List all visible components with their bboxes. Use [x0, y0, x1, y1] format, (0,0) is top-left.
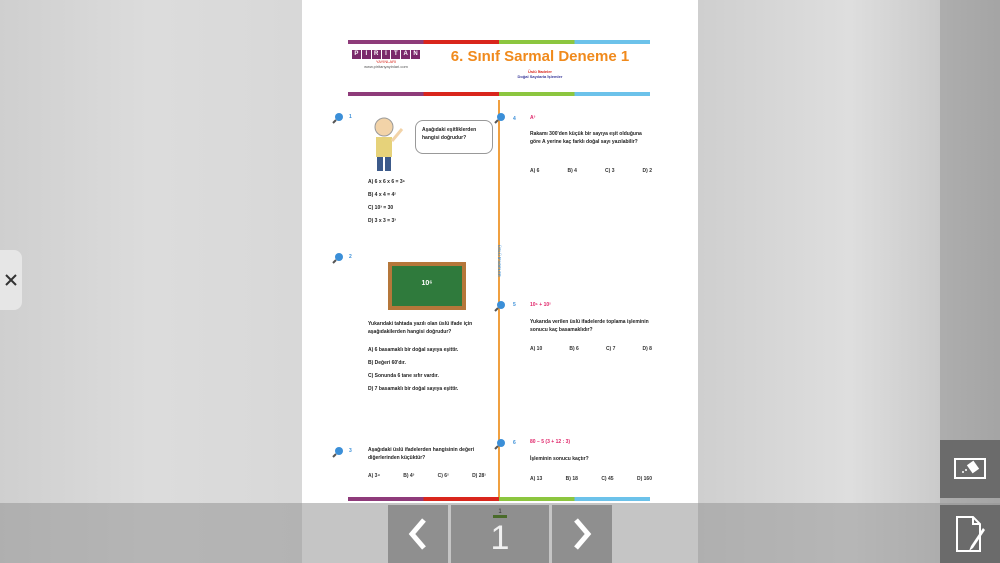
q6-number: 6	[513, 440, 516, 446]
q1-number: 1	[349, 114, 352, 120]
q5-option-c[interactable]: C) 7	[605, 346, 616, 352]
q4-options	[530, 168, 652, 174]
q3-option-d[interactable]: D) 28¹	[472, 473, 486, 479]
magnifier-icon[interactable]	[494, 300, 506, 312]
eraser-board-icon	[953, 456, 987, 482]
publisher-sub: YAYINLARI	[375, 59, 397, 64]
q4-option-c[interactable]: C) 3	[605, 168, 615, 174]
page-marker-label: 1	[498, 508, 502, 515]
q5-option-b[interactable]: B) 6	[569, 346, 579, 352]
q3-option-b[interactable]: B) 4³	[403, 473, 415, 479]
page-indicator[interactable]	[451, 505, 549, 563]
q5-option-d[interactable]: D) 8	[642, 346, 652, 352]
q2-option-a[interactable]: A) 6 basamaklı bir doğal sayıya eşittir.	[368, 347, 459, 353]
chalkboard: 10⁶	[388, 262, 466, 310]
q2-option-b[interactable]: B) Değeri 60'dır.	[368, 360, 406, 366]
q3-text: Aşağıdaki üslü ifadelerden hangisinin değeri diğerlerinden küçüktür?	[368, 447, 475, 461]
q6-text: İşleminin sonucu kaçtır?	[530, 456, 589, 462]
q3-option-c[interactable]: C) 6²	[437, 473, 449, 479]
header-rule-bottom	[348, 92, 650, 96]
publisher-logo: P İ R İ T A N YAYINLARI www.piritanyayinlari.com	[352, 50, 420, 69]
doc-title	[430, 48, 650, 79]
q1-option-c[interactable]: C) 10³ = 30	[368, 205, 394, 211]
q2-options	[368, 346, 490, 393]
magnifier-icon[interactable]	[494, 438, 506, 450]
whiteboard-button[interactable]	[940, 440, 1000, 498]
q6-option-d[interactable]: D) 160	[636, 476, 652, 482]
tools-icon	[4, 273, 18, 287]
edit-document-icon	[953, 514, 987, 554]
q3-number: 3	[349, 448, 352, 454]
q4-option-b[interactable]: B) 4	[567, 168, 577, 174]
q2-option-d[interactable]: D) 7 basamaklı bir doğal sayıya eşittir.	[368, 386, 459, 392]
title-text: 6. Sınıf Sarmal Deneme 1	[450, 48, 630, 65]
subtitle-2: Doğal Sayılarla İşlemler	[517, 74, 563, 79]
page-marker	[493, 515, 507, 518]
q1-option-d[interactable]: D) 3 x 3 = 3³	[368, 218, 396, 224]
next-page-button[interactable]	[552, 505, 612, 563]
q6-option-a[interactable]: A) 13	[530, 476, 543, 482]
prev-page-button[interactable]	[388, 505, 448, 563]
subtitle-1: Üslü İfadeler	[527, 69, 552, 74]
magnifier-icon[interactable]	[332, 446, 344, 458]
q2-number: 2	[349, 254, 352, 260]
magnifier-icon[interactable]	[332, 252, 344, 264]
q5-number: 5	[513, 302, 516, 308]
q5-options	[530, 346, 652, 352]
q6-expression: 80 − 5 (3 + 12 : 3)	[530, 439, 571, 445]
magnifier-icon[interactable]	[332, 112, 344, 124]
magnifier-icon[interactable]	[494, 112, 506, 124]
q2-text: Yukarıdaki tahtada yazılı olan üslü ifade için aşağıdakilerden hangisi doğrudur?	[368, 321, 473, 335]
q4-expression: A³	[530, 115, 536, 121]
current-page-number: 1	[490, 518, 510, 557]
q3-options	[368, 473, 486, 479]
q4-text: Rakamı 300'den küçük bir sayıya eşit olduğuna göre A yerine kaç farklı doğal sayı yazılabilir?	[530, 131, 642, 145]
q5-text: Yukarıda verilen üslü ifadelerde toplama işleminin sonucu kaç basamaklıdır?	[530, 319, 649, 333]
q4-number: 4	[513, 116, 516, 122]
q4-option-a[interactable]: A) 6	[530, 168, 540, 174]
footer-rule	[348, 497, 650, 501]
q5-expression: 10⁵ + 10²	[530, 302, 551, 308]
q6-option-b[interactable]: B) 18	[565, 476, 578, 482]
header-rule-top	[348, 40, 650, 44]
q4-option-d[interactable]: D) 2	[642, 168, 652, 174]
q3-option-a[interactable]: A) 3⁴	[368, 473, 380, 479]
teacher-illustration	[368, 115, 404, 173]
q5-option-a[interactable]: A) 10	[530, 346, 543, 352]
tools-tab[interactable]	[0, 250, 22, 310]
chevron-right-icon	[570, 516, 594, 552]
publisher-url: www.piritanyayinlari.com	[364, 64, 408, 69]
q1-options	[368, 178, 468, 225]
speech-bubble: Aşağıdaki eşitliklerden hangisi doğrudur?	[415, 120, 493, 154]
q6-options	[530, 476, 652, 482]
notes-button[interactable]	[940, 505, 1000, 563]
chevron-left-icon	[406, 516, 430, 552]
side-label: ÜSLÜ İFADELER	[497, 245, 502, 277]
q2-option-c[interactable]: C) Sonunda 6 tane sıfır vardır.	[368, 373, 439, 379]
q1-option-a[interactable]: A) 6 x 6 x 6 = 3⁶	[368, 179, 405, 185]
q1-option-b[interactable]: B) 4 x 4 = 4²	[368, 192, 396, 198]
q6-option-c[interactable]: C) 45	[601, 476, 614, 482]
